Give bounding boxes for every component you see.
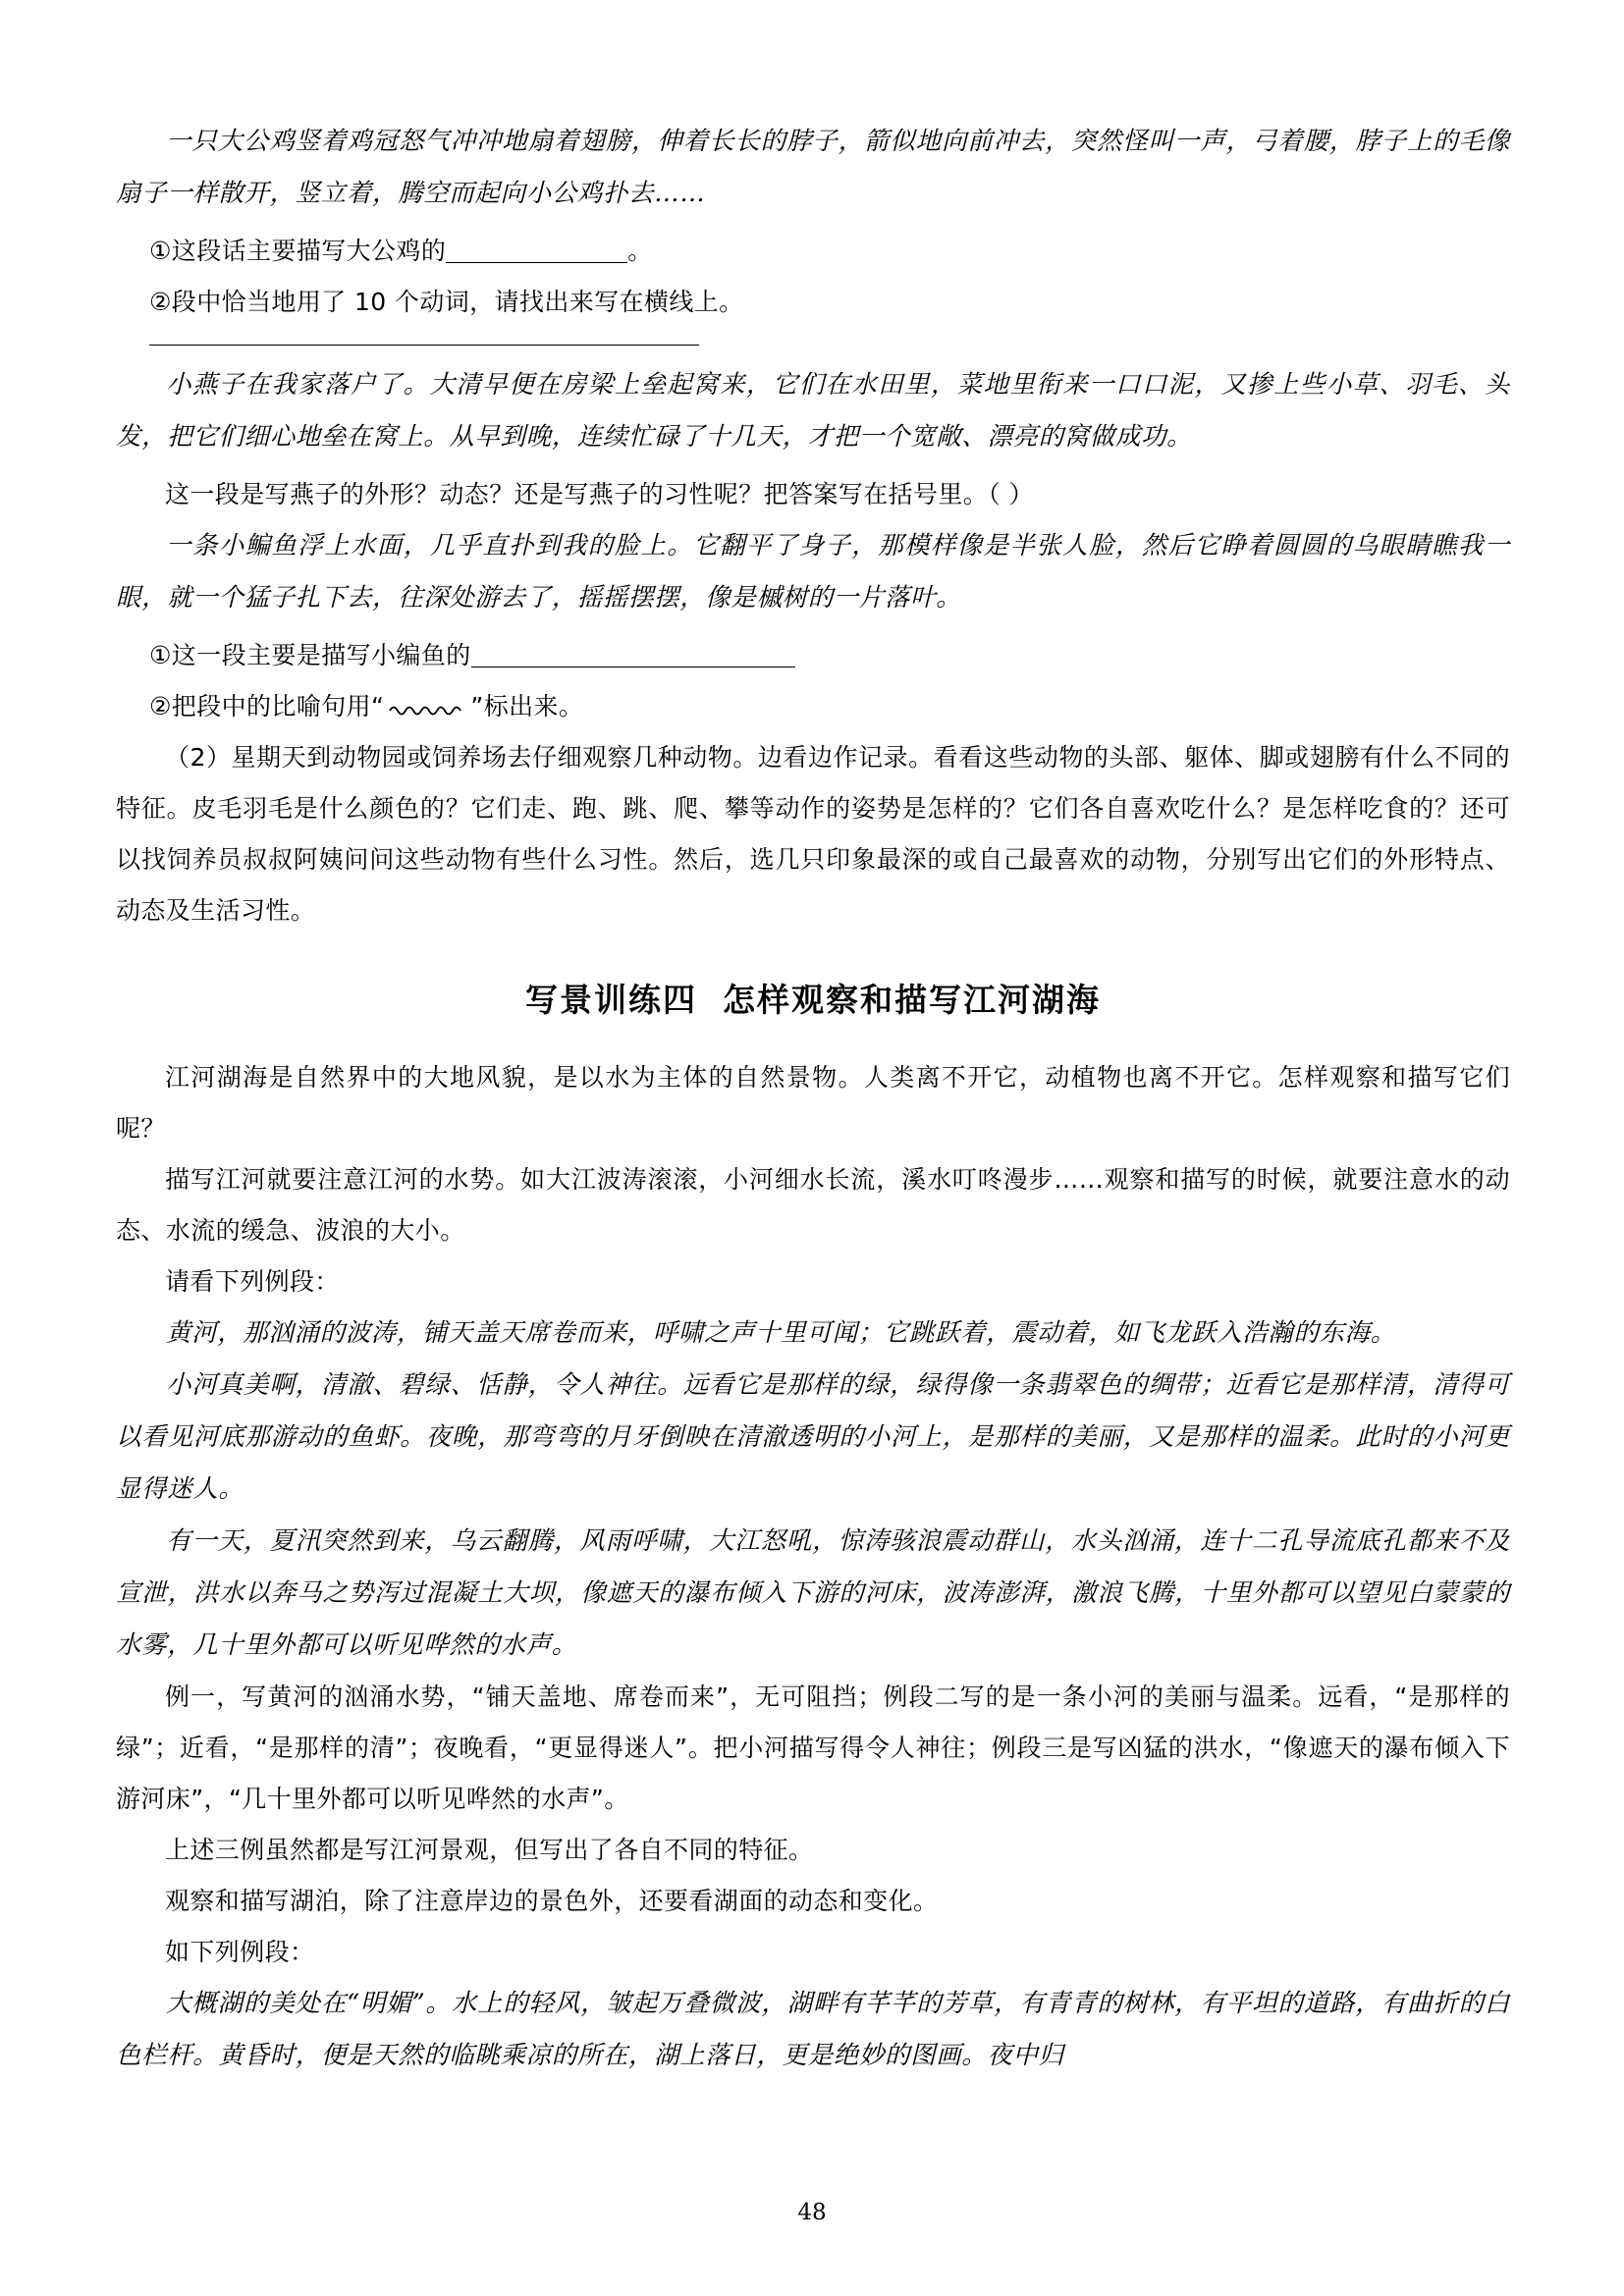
fish-question-2-text-before: ②把段中的比喻句用“: [149, 692, 385, 721]
wavy-underline-icon: [389, 702, 465, 716]
examples-analysis: 例一，写黄河的汹涌水势，“铺天盖地、席卷而来”，无可阻挡；例段二写的是一条小河的美丽与温柔。远看，“是那样的绿”；近看，“是那样的清”；夜晚看，“更显得迷人”。把小河描写得令人神往；例段三是写凶猛的洪水，“像遮天的瀑布倾入下游河床”，“几十里外都可以听见哗然的水声”。: [116, 1682, 1510, 1813]
example-2: 小河真美啊，清澈、碧绿、恬静，令人神往。远看它是那样的绿，绿得像一条翡翠色的绸带；近看它是那样清，清得可以看见河底那游动的鱼虾。夜晚，那弯弯的月牙倒映在清澈透明的小河上，是那样的美丽，又是那样的温柔。此时的小河更显得迷人。: [116, 1370, 1510, 1504]
rooster-question-1-period: 。: [627, 237, 653, 265]
swallow-passage: 小燕子在我家落户了。大清早便在房梁上垒起窝来，它们在水田里，菜地里衔来一口口泥，又掺上些小草、羽毛、头发，把它们细心地垒在窝上。从早到晚，连续忙碌了十几天，才把一个宽敞、漂亮的窝做成功。: [116, 370, 1510, 452]
page-number: 48: [797, 2200, 827, 2225]
answer-blank-inline[interactable]: [446, 262, 627, 263]
section-heading: [116, 970, 1510, 1031]
fish-question-1-text: ①这一段主要是描写小编鱼的: [149, 641, 471, 669]
see-examples-label: 请看下列例段：: [165, 1267, 340, 1296]
fish-question-1: [116, 630, 1510, 681]
section-heading-title: 怎样观察和描写江河湖海: [723, 981, 1101, 1019]
next-examples-label: 如下列例段：: [165, 1938, 315, 1966]
lesson-intro: 江河湖海是自然界中的大地风貌，是以水为主体的自然景物。人类离不开它，动植物也离不开它。怎样观察和描写它们呢？: [116, 1063, 1510, 1143]
examples-summary: 上述三例虽然都是写江河景观，但写出了各自不同的特征。: [165, 1836, 814, 1864]
example-1: 黄河，那汹涌的波涛，铺天盖天席卷而来，呼啸之声十里可闻；它跳跃着，震动着，如飞龙跃入浩瀚的东海。: [166, 1318, 1396, 1348]
fish-question-2: [116, 681, 1510, 732]
swallow-question: 这一段是写燕子的外形？动态？还是写燕子的习性呢？把答案写在括号里。（ ）: [165, 480, 1034, 508]
fish-passage: 一条小鳊鱼浮上水面，几乎直扑到我的脸上。它翻平了身子，那模样像是半张人脸，然后它睁着圆圆的乌眼睛瞧我一眼，就一个猛子扎下去，往深处游去了，摇摇摆摆，像是槭树的一片落叶。: [116, 531, 1510, 613]
answer-line-rule[interactable]: [149, 344, 699, 346]
rooster-question-1: [116, 226, 1510, 277]
rivers-point: 描写江河就要注意江河的水势。如大江波涛滚滚，小河细水长流，溪水叮咚漫步……观察和描写的时候，就要注意水的动态、水流的缓急、波浪的大小。: [116, 1165, 1510, 1245]
example-4: 大概湖的美处在“明媚”。水上的轻风，皱起万叠微波，湖畔有芊芊的芳草，有青青的树林，有平坦的道路，有曲折的白色栏杆。黄昏时，便是天然的临眺乘凉的所在，湖上落日，更是绝妙的图画。夜中归: [116, 1989, 1510, 2070]
example-3: 有一天，夏汛突然到来，乌云翻腾，风雨呼啸，大江怒吼，惊涛骇浪震动群山，水头汹涌，连十二孔导流底孔都来不及宣泄，洪水以奔马之势泻过混凝土大坝，像遮天的瀑布倾入下游的河床，波涛澎湃，激浪飞腾，十里外都可以望见白蒙蒙的水雾，几十里外都可以听见哗然的水声。: [116, 1526, 1510, 1660]
rooster-passage: 一只大公鸡竖着鸡冠怒气冲冲地扇着翅膀，伸着长长的脖子，箭似地向前冲去，突然怪叫一声，弓着腰，脖子上的毛像扇子一样散开，竖立着，腾空而起向小公鸡扑去……: [116, 127, 1510, 208]
lakes-point: 观察和描写湖泊，除了注意岸边的景色外，还要看湖面的动态和变化。: [165, 1887, 939, 1915]
assignment-2-paragraph: （2）星期天到动物园或饲养场去仔细观察几种动物。边看边作记录。看看这些动物的头部、躯体、脚或翅膀有什么不同的特征。皮毛羽毛是什么颜色的？它们走、跑、跳、爬、攀等动作的姿势是怎样的？它们各自喜欢吃什么？是怎样吃食的？还可以找饲养员叔叔阿姨问问这些动物有些什么习性。然后，选几只印象最深的或自己最喜欢的动物，分别写出它们的外形特点、动态及生活习性。: [116, 743, 1510, 925]
top-spacer: [116, 94, 1510, 116]
rooster-question-1-text: ①这段话主要描写大公鸡的: [149, 237, 447, 265]
section-heading-label: 写景训练四: [525, 981, 697, 1019]
page-content: [116, 94, 1510, 2082]
fish-question-2-text-after: ”标出来。: [470, 692, 584, 721]
rooster-question-2: ②段中恰当地用了 10 个动词，请找出来写在横线上。: [149, 288, 744, 316]
